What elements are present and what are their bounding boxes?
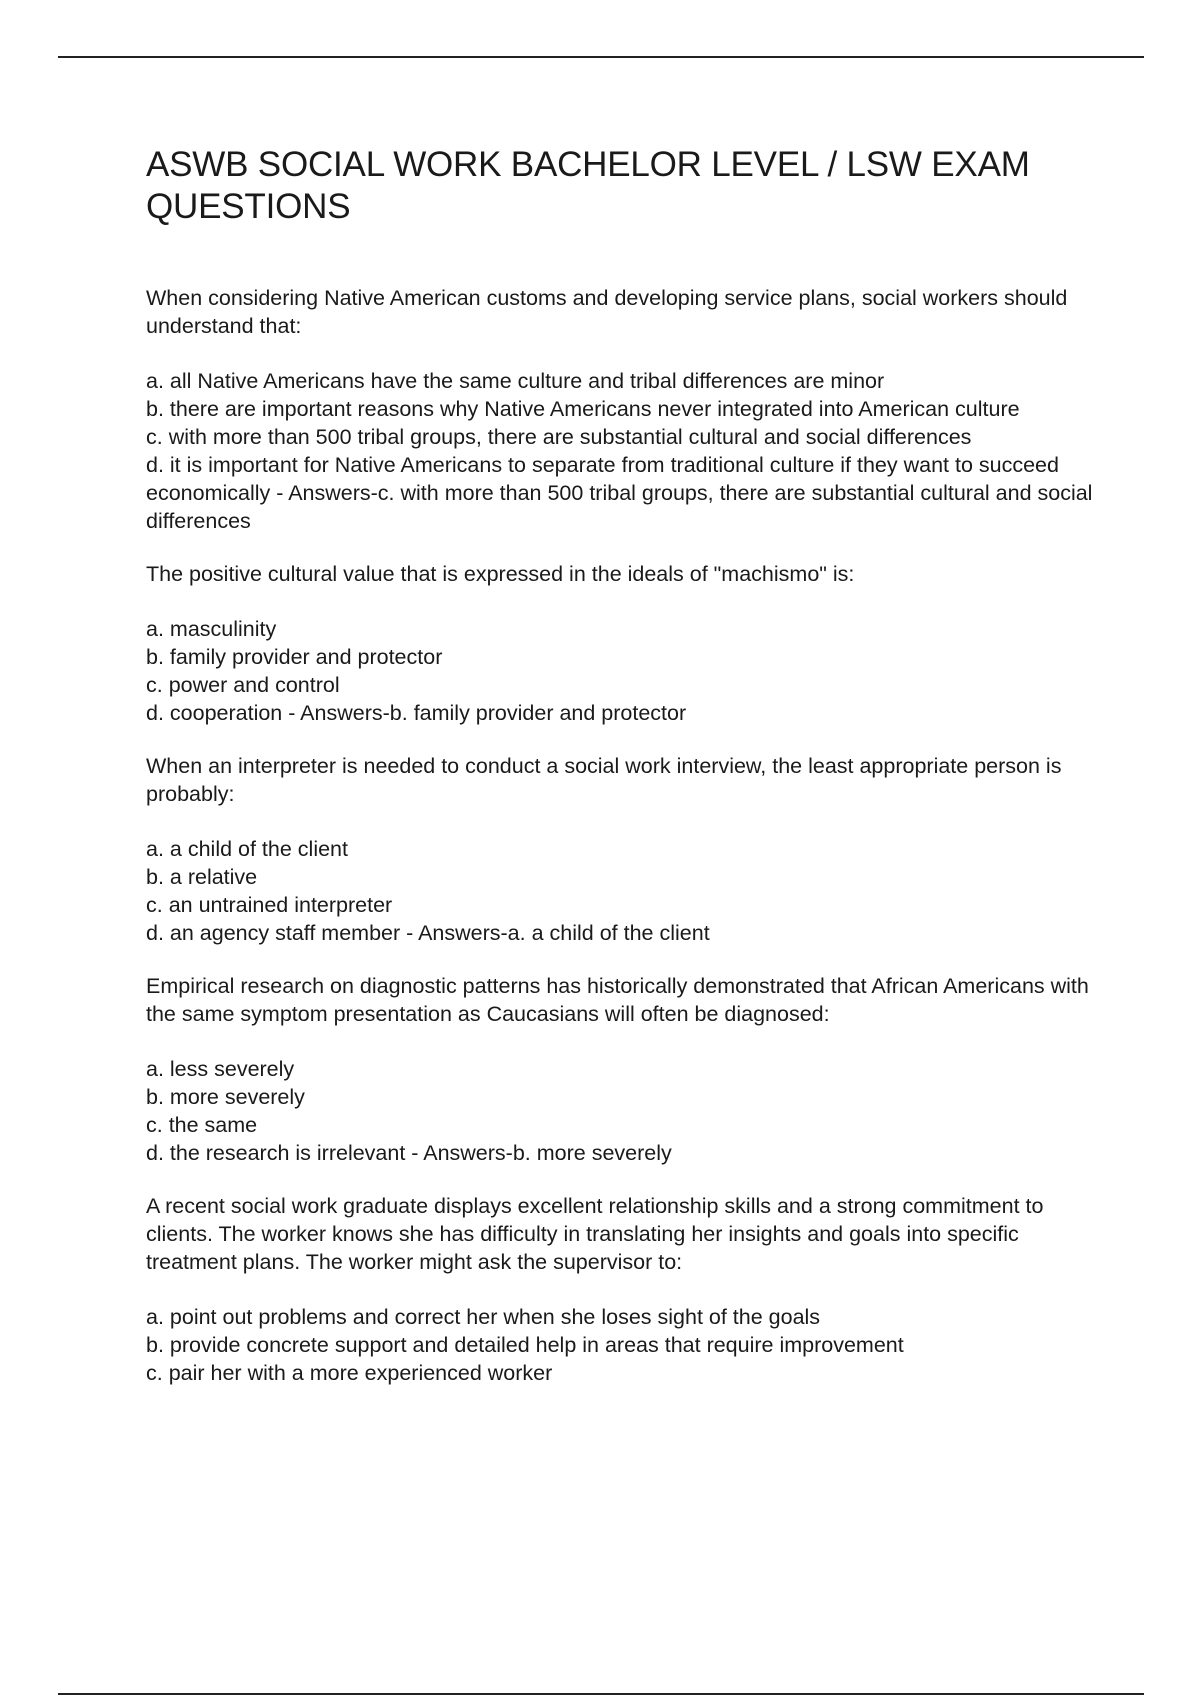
question-3 (146, 752, 1106, 947)
question-2 (146, 560, 1106, 727)
answer-option: b. provide concrete support and detailed help in areas that require improvement (146, 1333, 904, 1357)
answer-option: b. a relative (146, 865, 258, 889)
question-stem: When considering Native American customs and developing service plans, social workers should understand that: (146, 286, 1068, 338)
answer-option: a. all Native Americans have the same culture and tribal differences are minor (146, 369, 885, 393)
answer-option: c. the same (146, 1113, 258, 1137)
answer-option: d. an agency staff member - Answers-a. a child of the client (146, 921, 710, 945)
answer-option: a. point out problems and correct her when she loses sight of the goals (146, 1305, 821, 1329)
question-stem: When an interpreter is needed to conduct a social work interview, the least appropriate person is probably: (146, 754, 1062, 806)
answer-option: a. a child of the client (146, 837, 348, 861)
answer-option: c. an untrained interpreter (146, 893, 393, 917)
question-stem: A recent social work graduate displays excellent relationship skills and a strong commitment to clients. The worker knows she has difficulty in translating her insights and goals into specific treatment plans. The worker might ask the supervisor to: (146, 1194, 1044, 1274)
question-1 (146, 284, 1106, 535)
question-4 (146, 972, 1106, 1167)
question-stem: Empirical research on diagnostic patterns has historically demonstrated that African Americans with the same symptom presentation as Caucasians will often be diagnosed: (146, 974, 1089, 1026)
answer-option: b. there are important reasons why Native Americans never integrated into American culture (146, 397, 1020, 421)
top-rule (58, 56, 1144, 58)
answer-option: c. with more than 500 tribal groups, there are substantial cultural and social differences (146, 425, 972, 449)
question-5 (146, 1192, 1106, 1387)
answer-option: d. it is important for Native Americans to separate from traditional culture if they want to succeed economically - Answers-c. with more than 500 tribal groups, there are substantial cultural and social differences (146, 453, 1093, 533)
answer-option: d. cooperation - Answers-b. family provider and protector (146, 701, 687, 725)
answer-option: c. pair her with a more experienced worker (146, 1361, 553, 1385)
answer-option: b. more severely (146, 1085, 305, 1109)
answer-option: d. the research is irrelevant - Answers-b. more severely (146, 1141, 672, 1165)
answer-option: a. masculinity (146, 617, 277, 641)
answer-option: a. less severely (146, 1057, 295, 1081)
document-title: ASWB SOCIAL WORK BACHELOR LEVEL / LSW EXAM QUESTIONS (146, 145, 1030, 226)
answer-option: c. power and control (146, 673, 340, 697)
document-body (146, 144, 1106, 1412)
question-stem: The positive cultural value that is expressed in the ideals of "machismo" is: (146, 562, 855, 586)
question-list (146, 284, 1106, 1387)
bottom-rule (58, 1693, 1144, 1695)
answer-option: b. family provider and protector (146, 645, 443, 669)
